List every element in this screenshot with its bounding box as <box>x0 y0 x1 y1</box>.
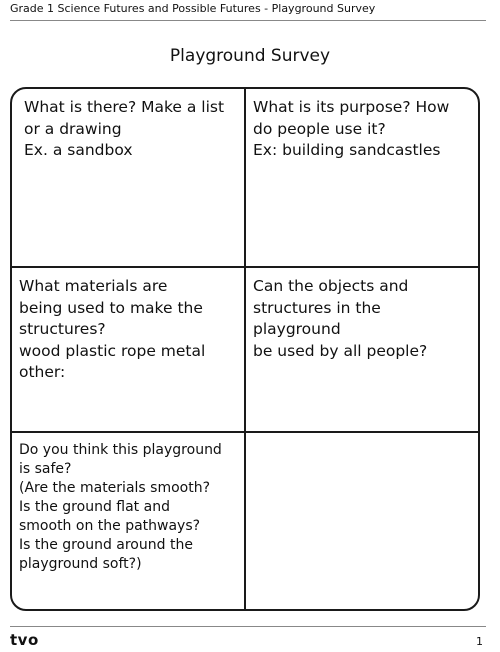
page-title: Playground Survey <box>169 46 331 66</box>
document-header: Grade 1 Science Futures and Possible Futures - Playground Survey <box>10 2 376 15</box>
survey-cell-blank <box>246 433 478 609</box>
footer-divider <box>10 626 486 627</box>
survey-cell-safety: Do you think this playground is safe? (Are the materials smooth? Is the ground flat and smooth on the pathways? Is the ground around the playground soft?) <box>12 433 246 609</box>
survey-cell-materials: What materials are being used to make the structures? wood plastic rope metal other: <box>12 268 246 433</box>
page-number: 1 <box>476 635 483 648</box>
tvo-logo: tvo <box>10 631 39 649</box>
survey-cell-purpose: What is its purpose? How do people use it? Ex: building sandcastles <box>246 89 478 268</box>
survey-cell-what-is-there: What is there? Make a list or a drawing Ex. a sandbox <box>12 89 246 268</box>
header-divider <box>10 20 486 21</box>
survey-cell-accessibility: Can the objects and structures in the playground be used by all people? <box>246 268 478 433</box>
survey-grid <box>10 87 480 611</box>
